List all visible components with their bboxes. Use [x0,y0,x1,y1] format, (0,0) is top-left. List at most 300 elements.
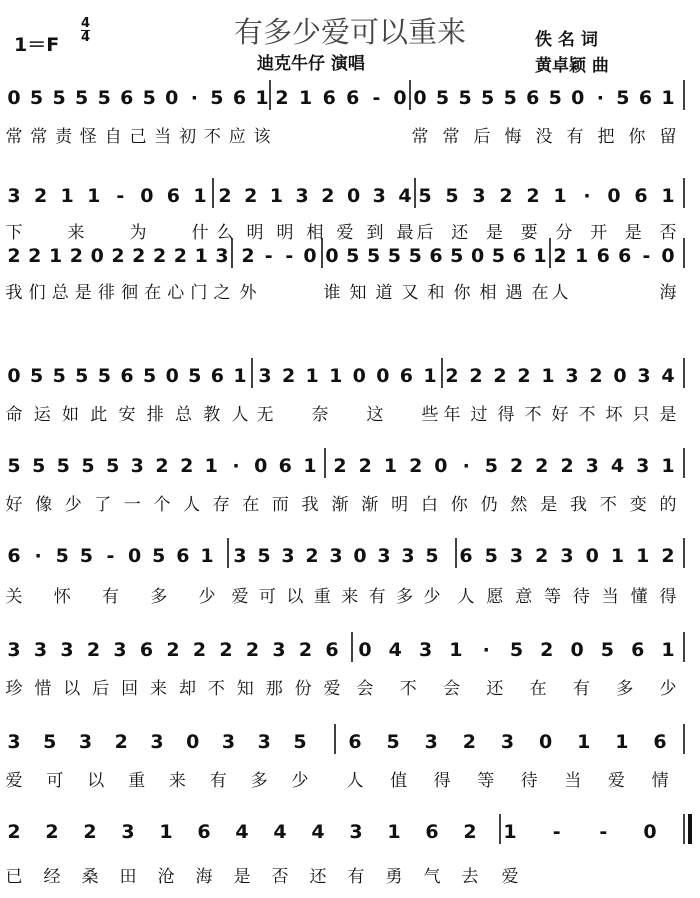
note: 1 [533,245,547,267]
lyric-char: 些 [421,405,439,425]
note: 4 [610,455,625,477]
lyric-char: 仍 [480,495,498,515]
lyric-char: 无 [256,405,274,425]
note: 2 [86,639,101,661]
note: 2 [275,87,289,109]
lyric-char: 白 [421,495,438,515]
lyric-char: 还 [309,867,327,887]
note: 3 [565,365,579,387]
lyric-char: 多 [150,587,168,607]
note: 4 [311,821,325,843]
note: 5 [484,455,499,477]
note: 6 [346,87,360,109]
lyric-char: 等 [544,587,562,607]
lyric-char: 人 [183,495,201,515]
note: 3 [33,639,48,661]
lyric-char: 不 [578,405,596,425]
note: 3 [424,731,438,753]
lyric-char: 如 [62,405,79,425]
note: 2 [517,365,531,387]
note: - [599,821,608,843]
lyric-char: 排 [146,405,164,425]
note: 5 [142,365,157,387]
note: 1 [553,185,567,207]
note: 2 [535,545,549,567]
note: 0 [470,245,485,267]
lyric-char: 关 [5,587,23,607]
lyric-char: 相 [479,283,497,303]
note: 3 [60,639,74,661]
lyric-char: 在 [144,283,162,303]
song-title: 有多少爱可以重来 [233,15,466,49]
note: 2 [218,185,232,207]
lyric-char: 们 [28,283,46,303]
lyric-char: 一 [123,495,141,515]
lyric-char: 重 [128,771,146,791]
time-signature-bottom: 4 [81,30,91,45]
lyric-char: 当 [154,127,172,147]
lyric-char: 谁 [323,283,341,303]
note: 6 [631,639,645,661]
note: 3 [257,731,271,753]
note: 2 [33,185,48,207]
note: 0 [570,639,584,661]
lyric-char: 沧 [157,867,175,887]
note: 3 [500,731,515,753]
lyric-char: 懂 [630,587,648,607]
note: 0 [613,365,627,387]
note: 2 [499,185,513,207]
composer-credit: 黄卓颖 曲 [535,56,609,76]
note: 6 [232,87,247,109]
note: 1 [200,545,214,567]
lyric-char: 多 [396,587,414,607]
lyric-char: 要 [520,223,538,243]
note: 1 [387,821,401,843]
note: - [116,185,125,207]
note: 5 [600,639,615,661]
note: 6 [596,245,610,267]
note: 6 [459,545,473,567]
lyric-char: 责 [55,127,73,147]
note: 3 [585,455,599,477]
note: 3 [349,821,363,843]
note: 6 [638,87,653,109]
lyric-char: 道 [375,283,393,303]
note: · [583,185,591,207]
lyric-char: 有 [347,867,365,887]
lyric-char: 爱 [231,587,249,607]
note: 1 [661,455,675,477]
lyric-char: 是 [233,867,251,887]
note: 0 [358,639,372,661]
lyric-char: 把 [597,127,615,147]
note: 5 [52,87,66,109]
lyric-char: 气 [423,867,441,887]
note: 6 [278,455,292,477]
note: 1 [383,455,398,477]
note: - [285,245,294,267]
lyric-char: 悔 [504,127,522,147]
note: 2 [192,639,207,661]
lyric-char: 人 [457,587,475,607]
lyric-char: 少 [423,587,441,607]
lyric-char: 过 [470,405,488,425]
lyric-char: 人 [346,771,364,791]
note: 2 [553,245,567,267]
lyric-char: 之 [213,283,231,303]
note: 6 [120,365,134,387]
note: 5 [445,185,459,207]
lyric-char: 会 [356,679,374,699]
note: 2 [509,455,524,477]
note: 1 [661,185,675,207]
note: 2 [462,731,477,753]
note: 1 [661,87,675,109]
note: 2 [463,821,477,843]
note: 3 [7,731,21,753]
lyric-char: 回 [121,679,139,699]
note: 1 [87,185,101,207]
lyric-char: 少 [64,495,82,515]
note: 2 [245,639,260,661]
lyric-char: 情 [651,771,669,791]
lyric-char: 变 [629,495,647,515]
lyric-char: 勇 [385,867,403,887]
lyric-char: 留 [659,127,677,147]
lyric-char: 怪 [79,127,97,147]
lyric-char: 来 [67,223,85,243]
note: 5 [106,455,120,477]
lyric-char: 知 [236,679,254,699]
lyric-char: 珍 [5,679,23,699]
lyric-char: 我 [570,495,587,515]
note: 3 [121,821,135,843]
note: 5 [188,365,202,387]
note: 1 [503,821,517,843]
note: 0 [643,821,657,843]
lyric-char: 徊 [121,283,139,303]
lyric-char: 人 [551,283,569,303]
note: - [264,245,273,267]
note: 2 [219,639,233,661]
lyric-char: 桑 [81,867,99,887]
note: 1 [577,731,591,753]
note: 2 [28,245,42,267]
lyric-char: 你 [450,495,468,515]
lyric-char: 的 [659,495,677,515]
note: 5 [55,545,69,567]
note: 5 [616,87,630,109]
note: 3 [636,455,650,477]
note: 3 [7,639,21,661]
note: 3 [377,545,391,567]
note: 2 [298,639,313,661]
lyric-char: 此 [90,405,108,425]
lyric-char: 有 [572,679,590,699]
note: 2 [469,365,483,387]
lyric-char: 心 [167,283,185,303]
time-signature-top: 4 [81,16,91,31]
lyric-char: 只 [632,405,650,425]
lyric-char: 人 [231,405,249,425]
lyric-char: 来 [168,771,186,791]
lyric-char: 经 [43,867,61,887]
note: 4 [388,639,402,661]
note: 2 [526,185,540,207]
lyric-char: 明 [276,223,294,243]
lyric-char: 少 [291,771,309,791]
lyric-char: 我 [301,495,319,515]
lyric-char: 意 [515,587,533,607]
lyric-char: 奈 [311,405,329,425]
lyric-char: 外 [239,283,257,303]
note: 3 [637,365,651,387]
lyric-char: 不 [207,679,225,699]
note: 5 [435,87,450,109]
note: 1 [303,455,317,477]
lyric-char: 还 [486,679,504,699]
key-signature: 1＝F [14,34,60,56]
lyric-char: 值 [390,771,408,791]
lyric-char: 徘 [97,283,115,303]
note: 5 [43,731,57,753]
lyric-char: 可 [258,587,276,607]
note: 0 [353,545,367,567]
note: 1 [423,365,437,387]
note: 6 [399,365,414,387]
lyric-char: 你 [628,127,646,147]
lyric-char: 总 [51,283,69,303]
note: 1 [610,545,625,567]
note: 2 [114,731,128,753]
lyric-char: 以 [286,587,304,607]
note: 1 [60,185,74,207]
note: 6 [429,245,443,267]
note: 1 [615,731,629,753]
lyric-char: 后 [416,223,434,243]
lyric-char: 惜 [34,679,52,699]
note: 1 [329,365,343,387]
lyric-char: 然 [510,495,528,515]
note: 0 [325,245,339,267]
lyric-char: 得 [433,771,451,791]
note: 0 [140,185,154,207]
note: 5 [74,87,89,109]
note: 0 [607,185,621,207]
lyric-char: 明 [391,495,409,515]
note: 5 [480,87,495,109]
lyric-char: 安 [118,405,136,425]
note: 6 [512,245,526,267]
lyric-char: 多 [250,771,268,791]
lyric-char: 常 [442,127,460,147]
note: 5 [56,455,70,477]
lyric-char: 不 [524,405,542,425]
lyric-char: 否 [659,223,677,243]
note: · [190,87,199,109]
lyric-char: 了 [94,495,112,515]
note: 0 [661,245,675,267]
lyric-char: 来 [341,587,359,607]
lyric-char: 以 [87,771,105,791]
note: 1 [159,821,173,843]
note: 2 [7,821,21,843]
lyric-char: 田 [119,867,137,887]
note: 2 [321,185,335,207]
lyric-char: 得 [659,587,677,607]
note: 2 [173,245,188,267]
lyric-char: 不 [599,495,617,515]
note: 5 [509,639,524,661]
note: 1 [574,245,589,267]
note: 3 [401,545,415,567]
note: 6 [210,365,225,387]
lyric-char: 是 [485,223,503,243]
lyric-char: 常 [5,127,23,147]
note: 0 [127,545,142,567]
note: 5 [484,545,498,567]
note: 5 [7,455,21,477]
lyric-char: 而 [271,495,289,515]
note: 6 [618,245,632,267]
lyric-char: 总 [175,405,192,425]
lyric-char: 教 [203,405,221,425]
lyric-char: 又 [401,283,419,303]
note: 5 [75,365,89,387]
note: 0 [393,87,407,109]
note: 3 [329,545,343,567]
note: 6 [7,545,21,567]
lyric-char: 初 [179,127,197,147]
lyric-char: 是 [540,495,558,515]
note: 1 [661,639,675,661]
lyric-char: 在 [242,495,260,515]
note: 6 [139,639,154,661]
note: 1 [269,185,284,207]
lyric-char: 有 [368,587,386,607]
note: 6 [176,545,190,567]
note: 3 [281,545,295,567]
lyric-char: 会 [443,679,461,699]
note: · [462,455,470,477]
lyric-char: 你 [453,283,471,303]
note: 1 [193,185,207,207]
note: 3 [78,731,93,753]
note: - [372,87,381,109]
note: 2 [180,455,194,477]
lyricist-credit: 佚 名 词 [535,30,598,50]
note: 1 [255,87,269,109]
lyric-char: 和 [427,283,445,303]
lyric-char: 得 [497,405,515,425]
lyric-char: 还 [451,223,469,243]
note: 0 [165,87,179,109]
note: 1 [233,365,247,387]
lyric-char: 自 [104,127,122,147]
lyric-char: 分 [555,223,573,243]
note: 0 [90,245,104,267]
note: 3 [472,185,486,207]
note: 1 [48,245,63,267]
note: 0 [571,87,585,109]
note: 2 [152,245,167,267]
lyric-char: 好 [551,405,569,425]
note: 2 [535,455,549,477]
note: 2 [111,245,125,267]
lyric-char: 不 [203,127,221,147]
note: 2 [83,821,97,843]
lyric-char: 海 [659,283,677,303]
note: 5 [491,245,506,267]
note: 1 [194,245,208,267]
note: 6 [166,185,181,207]
lyric-char: 爱 [323,679,341,699]
lyric-char: 渐 [361,495,379,515]
note: - [642,245,651,267]
lyric-char: 到 [366,223,384,243]
lyric-char: 不 [399,679,417,699]
note: 5 [97,365,112,387]
note: 5 [79,545,94,567]
lyric-char: 等 [477,771,495,791]
note: 3 [150,731,164,753]
note: 0 [352,365,366,387]
note: 2 [333,455,347,477]
note: 5 [152,545,166,567]
lyric-char: 门 [190,283,208,303]
lyric-char: 什 [191,223,209,243]
note: 2 [155,455,169,477]
note: 1 [298,87,313,109]
lyric-char: 应 [228,127,246,147]
note: 5 [29,87,44,109]
note: 5 [418,185,432,207]
note: 4 [235,821,249,843]
lyric-char: 渐 [331,495,349,515]
note: 3 [233,545,247,567]
lyric-char: 我 [5,283,23,303]
lyric-char: 待 [520,771,538,791]
note: 6 [348,731,362,753]
note: 0 [434,455,448,477]
lyric-char: 后 [92,679,110,699]
lyric-char: 后 [473,127,491,147]
note: 0 [186,731,200,753]
note: 0 [303,245,317,267]
note: 0 [165,365,179,387]
note: 6 [322,87,336,109]
note: 5 [97,87,111,109]
lyric-char: 开 [590,223,608,243]
lyric-char: 愿 [486,587,504,607]
note: 0 [254,455,268,477]
note: 2 [589,365,603,387]
lyric-char: 爱 [5,771,23,791]
lyric-char: 是 [74,283,92,303]
note: 3 [372,185,386,207]
lyric-char: 海 [195,867,213,887]
lyric-char: 重 [313,587,331,607]
note: 6 [425,821,439,843]
note: 5 [210,87,224,109]
note: - [106,545,115,567]
note: 5 [29,365,44,387]
note: 1 [541,365,555,387]
note: 0 [7,365,21,387]
lyric-char: 存 [212,495,230,515]
lyric-char: 有 [209,771,227,791]
